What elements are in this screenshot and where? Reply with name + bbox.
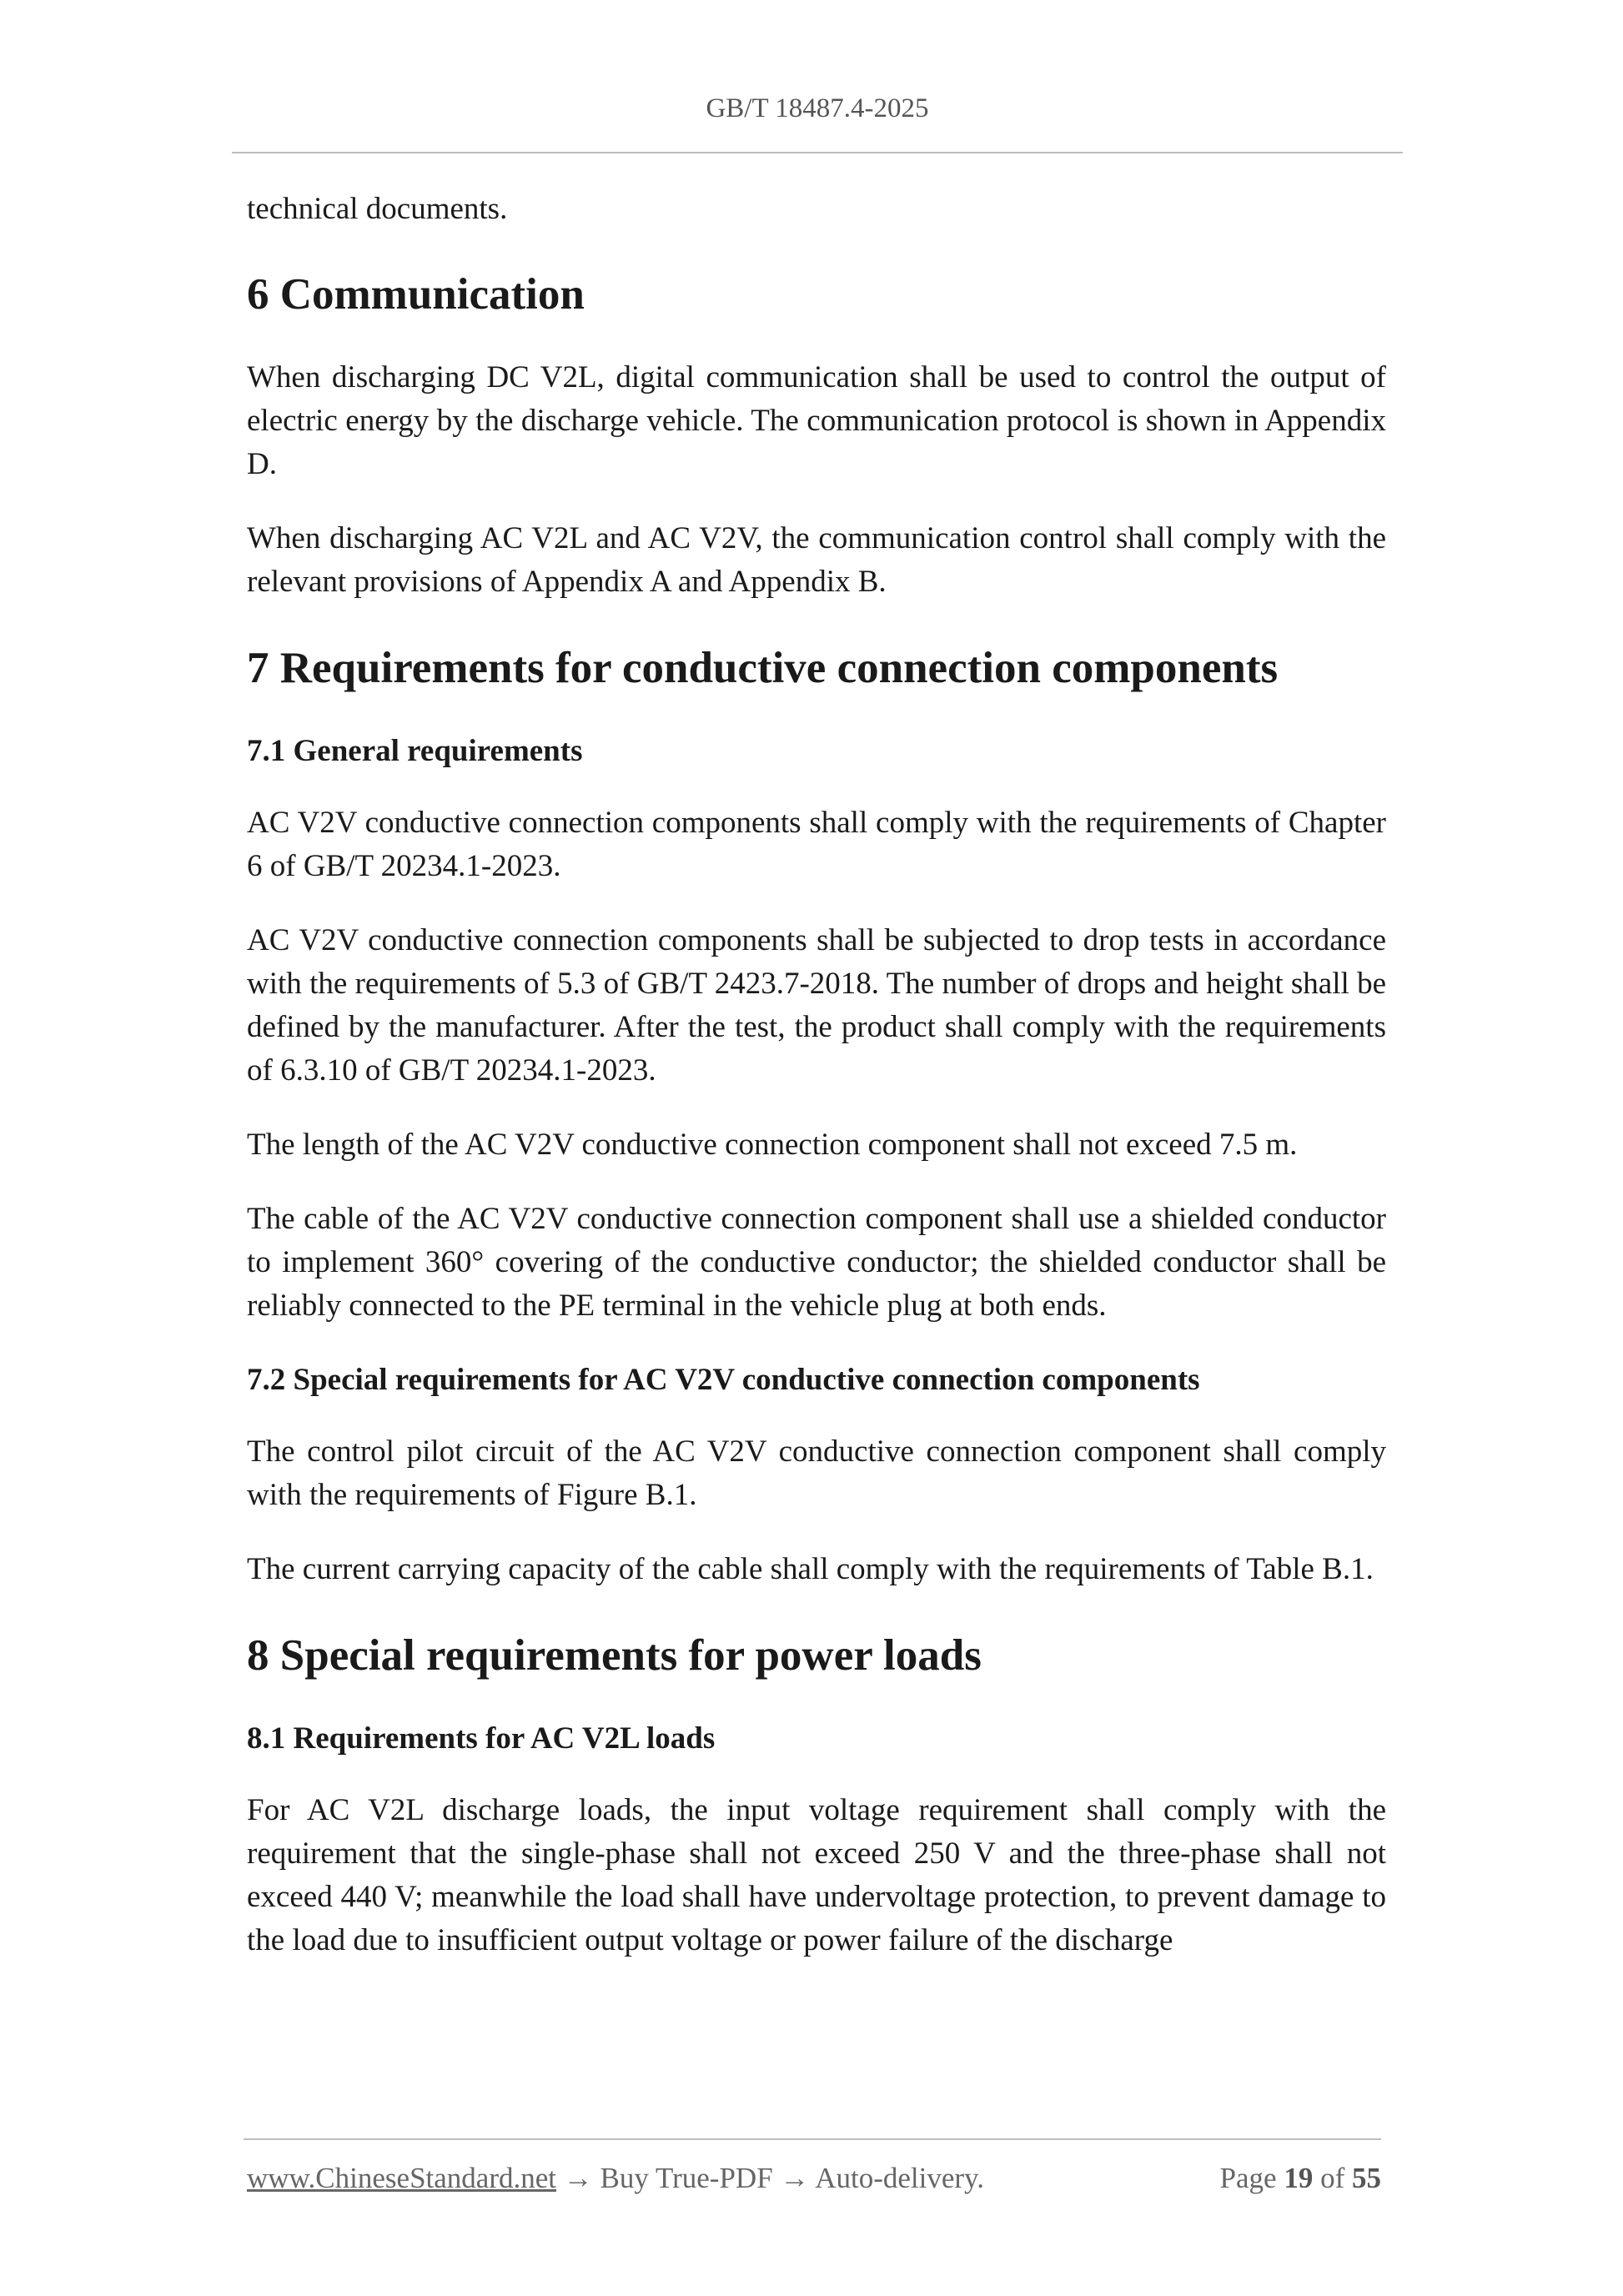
section-7-2-title: 7.2 Special requirements for AC V2V conductive connection components	[247, 1363, 1200, 1397]
chapter-7-title: 7 Requirements for conductive connection components	[247, 644, 1279, 692]
page-current: 19	[1284, 2162, 1314, 2194]
chapter-6-title: 6 Communication	[247, 270, 585, 319]
footer-divider	[244, 2138, 1381, 2140]
s7-1-paragraph-3: The length of the AC V2V conductive connection component shall not exceed 7.5 m.	[247, 1128, 1298, 1162]
site-link[interactable]: www.ChineseStandard.net	[247, 2162, 556, 2194]
document-id-header: GB/T 18487.4-2025	[706, 93, 929, 123]
section-7-1-title: 7.1 General requirements	[247, 734, 583, 768]
header-divider	[232, 152, 1403, 153]
s7-2-paragraph-1: The control pilot circuit of the AC V2V conductive connection component shall comply with the requirements of Figure B.1.	[247, 1434, 1386, 1512]
s7-2-paragraph-2: The current carrying capacity of the cable shall comply with the requirements of Table B.1.	[247, 1552, 1374, 1586]
s7-1-paragraph-2: AC V2V conductive connection components shall be subjected to drop tests in accordance with the requirements of 5.3 of GB/T 2423.7-2018. The number of drops and height shall be defined by the manufacturer. After the test, the product shall comply with the requirements of 6.3.10 of GB/T 20234.1-2023.	[247, 923, 1386, 1088]
chapter-8-title: 8 Special requirements for power loads	[247, 1631, 982, 1680]
page-of-label: of	[1320, 2162, 1345, 2194]
s8-1-paragraph-1: For AC V2L discharge loads, the input voltage requirement shall comply with the requirement that the single-phase shall not exceed 250 V and the three-phase shall not exceed 440 V; meanwhile the load shall have undervoltage protection, to prevent damage to the load due to insufficient output voltage or power failure of the discharge	[247, 1793, 1386, 1957]
ch6-paragraph-2: When discharging AC V2L and AC V2V, the communication control shall comply with the relevant provisions of Appendix A and Appendix B.	[247, 521, 1386, 599]
page-total: 55	[1352, 2162, 1381, 2194]
page-footer	[247, 2158, 1381, 2198]
lead-paragraph: technical documents.	[247, 192, 508, 226]
s7-1-paragraph-1: AC V2V conductive connection components shall comply with the requirements of Chapter 6 of GB/T 20234.1-2023.	[247, 806, 1386, 883]
promo-text: → Buy True-PDF → Auto-delivery.	[556, 2162, 985, 2194]
section-8-1-title: 8.1 Requirements for AC V2L loads	[247, 1721, 716, 1756]
ch6-paragraph-1: When discharging DC V2L, digital communication shall be used to control the output of electric energy by the discharge vehicle. The communication protocol is shown in Appendix D.	[247, 360, 1386, 481]
page-label: Page	[1219, 2162, 1277, 2194]
page-indicator	[1220, 2158, 1381, 2198]
s7-1-paragraph-4: The cable of the AC V2V conductive connection component shall use a shielded conductor to implement 360° covering of the conductive conductor; the shielded conductor shall be reliably connected to the PE terminal in the vehicle plug at both ends.	[247, 1202, 1386, 1323]
page-content	[247, 188, 1386, 1993]
